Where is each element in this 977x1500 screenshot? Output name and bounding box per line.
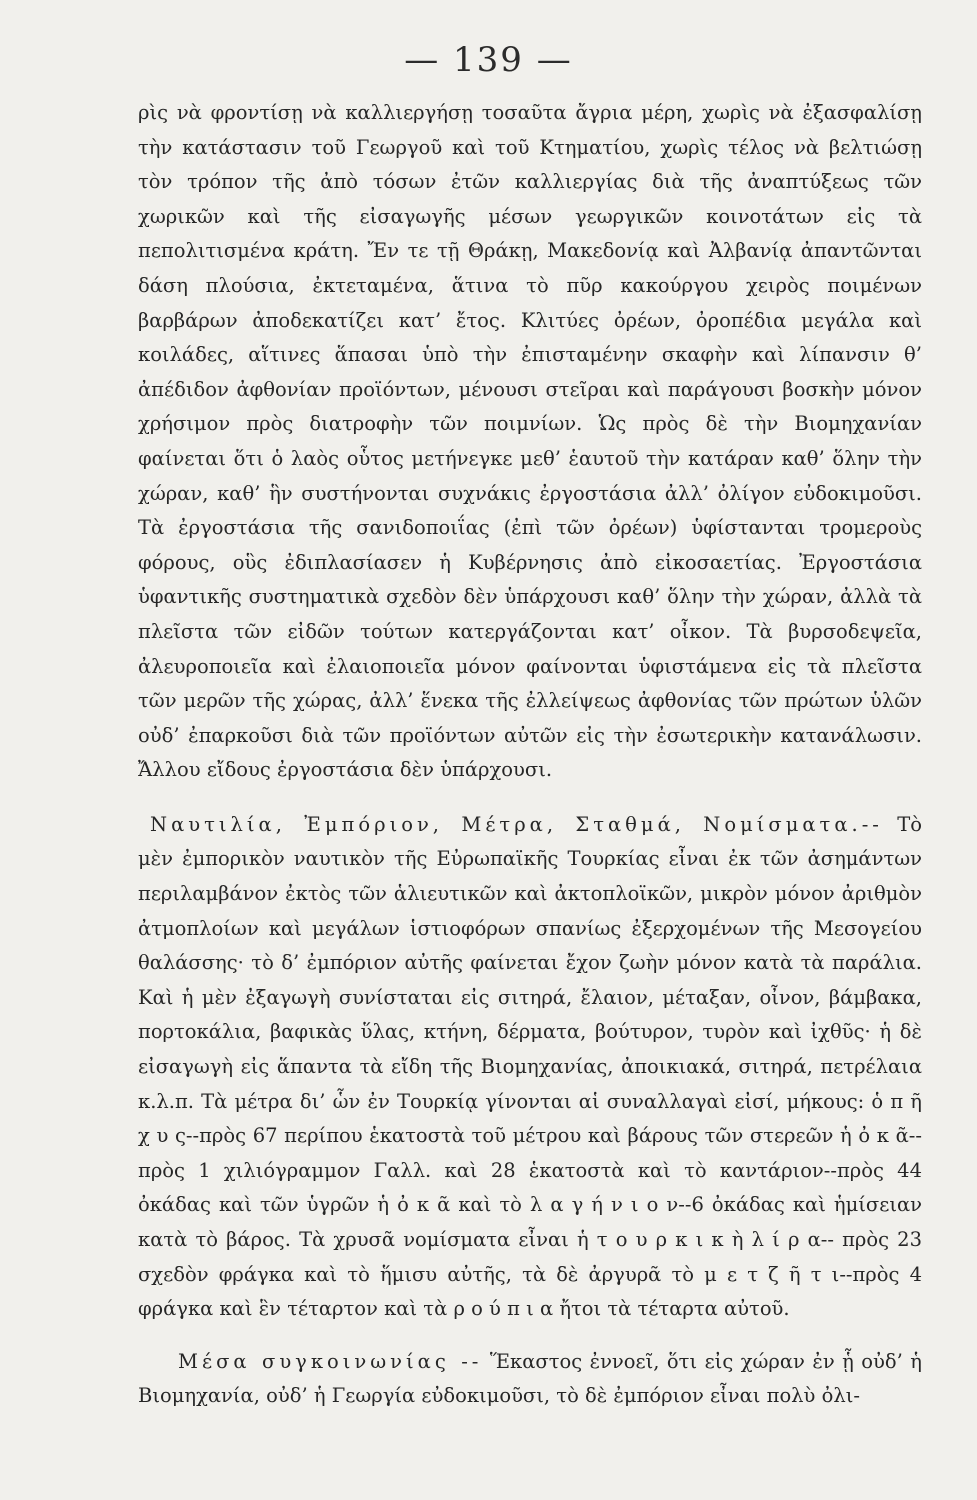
paragraph-text: Τὸ μὲν ἐμπορικὸν ναυτικὸν τῆς Εὐρωπαϊκῆς Τουρκίας εἶναι ἐκ τῶν ἀσημάντων περιλαμβάνον ἐκτὸς τῶν ἁλιευτικῶν καὶ ἀκτοπλοϊκῶν, μικρὸν μόνον ἀριθμὸν ἀτμοπλοίων καὶ μεγάλων ἱστιοφόρων σπανίως ἐξερχομένων τῆς Μεσογείου θαλάσσης· τὸ δ’ ἐμπόριον αὐτῆς φαίνεται ἔχον ζωὴν μόνον κατὰ τὰ παράλια. Καὶ ἡ μὲν ἐξαγωγὴ συνίσταται εἰς σιτηρά, ἔλαιον, μέταξαν, οἶνον, βάμβακα, πορτοκάλια, βαφικὰς ὕλας, κτήνη, δέρματα, βούτυρον, τυρὸν καὶ ἰχθῦς· ἡ δὲ εἰσαγωγὴ εἰς ἅπαντα τὰ εἴδη τῆς Βιομηχανίας, ἀποικιακά, σιτηρά, πετρέλαια κ.λ.π. Τὰ μέτρα δι’ ὧν ἐν Τουρκίᾳ γίνονται αἱ συναλλαγαὶ εἰσί, μήκους: ὁ π ῆ χ υ ς--πρὸς 67 περίπου ἑκατοστὰ τοῦ μέτρου καὶ βάρους τῶν στερεῶν ἡ ὀ κ ᾶ--πρὸς 1 χιλιόγραμμον Γαλλ. καὶ 28 ἑκατοστὰ καὶ τὸ καντάριον--πρὸς 44 ὀκάδας καὶ τῶν ὑγρῶν ἡ ὀ κ ᾶ καὶ τὸ λ α γ ή ν ι ο ν--6 ὀκάδας καὶ ἡμίσειαν κατὰ τὸ βάρος. Τὰ χρυσᾶ νομίσματα εἶναι ἡ τ ο υ ρ κ ι κ ὴ λ ί ρ α-- πρὸς 23 σχεδὸν φράγκα καὶ τὸ ἥμισυ αὐτῆς, τὰ δὲ ἀργυρᾶ τὸ μ ε τ ζ ῆ τ ι--πρὸς 4 φράγκα καὶ ἓν τέταρτον καὶ τὰ ρ ο ύ π ι α ἤτοι τὰ τέταρτα αὐτοῦ. [138,812,922,1321]
section-heading: Μέσα συγκοινωνίας -- [178,1349,483,1373]
paragraph-communications [138,1345,922,1414]
section-heading: Ναυτιλία, Ἐμπόριον, Μέτρα, Σταθμά, Νομίσματα.-- [150,812,883,836]
paragraph-shipping-trade [138,808,922,1327]
paragraph-text: Ἕκαστος ἐννοεῖ, ὅτι εἰς χώραν ἐν ᾗ οὐδ’ ἡ Βιομηχανία, οὐδ’ ἡ Γεωργία εὐδοκιμοῦσι, τὸ δὲ ἐμπόριον εἶναι πολὺ ὀλι- [138,1349,922,1408]
paragraph-agriculture-industry [138,96,922,788]
body-text [138,96,922,1414]
paragraph-text: ρὶς νὰ φροντίσῃ νὰ καλλιεργήσῃ τοσαῦτα ἄγρια μέρη, χωρὶς νὰ ἐξασφαλίσῃ τὴν κατάστασιν τοῦ Γεωργοῦ καὶ τοῦ Κτηματίου, χωρὶς τέλος νὰ βελτιώσῃ τὸν τρόπον τῆς ἀπὸ τόσων ἐτῶν καλλιεργίας διὰ τῆς ἀναπτύξεως τῶν χωρικῶν καὶ τῆς εἰσαγωγῆς μέσων γεωργικῶν κοινοτάτων εἰς τὰ πεπολιτισμένα κράτη. Ἔν τε τῇ Θράκῃ, Μακεδονίᾳ καὶ Ἀλβανίᾳ ἀπαντῶνται δάση πλούσια, ἐκτεταμένα, ἅτινα τὸ πῦρ κακούργου χειρὸς ποιμένων βαρβάρων ἀποδεκατίζει κατ’ ἔτος. Κλιτύες ὀρέων, ὀροπέδια μεγάλα καὶ κοιλάδες, αἵτινες ἅπασαι ὑπὸ τὴν ἐπισταμένην σκαφὴν καὶ λίπανσιν θ’ ἀπέδιδον ἀφθονίαν προϊόντων, μένουσι στεῖραι καὶ παράγουσι βοσκὴν μόνον χρήσιμον πρὸς διατροφὴν τῶν ποιμνίων. Ὡς πρὸς δὲ τὴν Βιομηχανίαν φαίνεται ὅτι ὁ λαὸς οὗτος μετήνεγκε μεθ’ ἑαυτοῦ τὴν κατάραν καθ’ ὅλην τὴν χώραν, καθ’ ἣν συστήνονται συχνάκις ἐργοστάσια ἀλλ’ ὀλίγον εὐδοκιμοῦσι. Τὰ ἐργοστάσια τῆς σανιδοποιΐας (ἐπὶ τῶν ὀρέων) ὑφίστανται τρομεροὺς φόρους, οὓς ἐδιπλασίασεν ἡ Κυβέρνησις ἀπὸ εἰκοσαετίας. Ἐργοστάσια ὑφαντικῆς συστηματικὰ σχεδὸν δὲν ὑπάρχουσι καθ’ ὅλην τὴν χώραν, ἀλλὰ τὰ πλεῖστα τῶν εἰδῶν τούτων κατεργάζονται κατ’ οἶκον. Τὰ βυρσοδεψεῖα, ἀλευροποιεῖα καὶ ἐλαιοποιεῖα μόνον φαίνονται ὑφιστάμενα εἰς τὰ πλεῖστα τῶν μερῶν τῆς χώρας, ἀλλ’ ἕνεκα τῆς ἐλλείψεως ἀφθονίας τῶν πρώτων ὑλῶν οὐδ’ ἐπαρκοῦσι διὰ τῶν προϊόντων αὐτῶν εἰς τὴν ἐσωτερικὴν κατανάλωσιν. Ἄλλου εἴδους ἐργοστάσια δὲν ὑπάρχουσι. [138,101,922,782]
page-number: — 139 — [404,40,573,80]
